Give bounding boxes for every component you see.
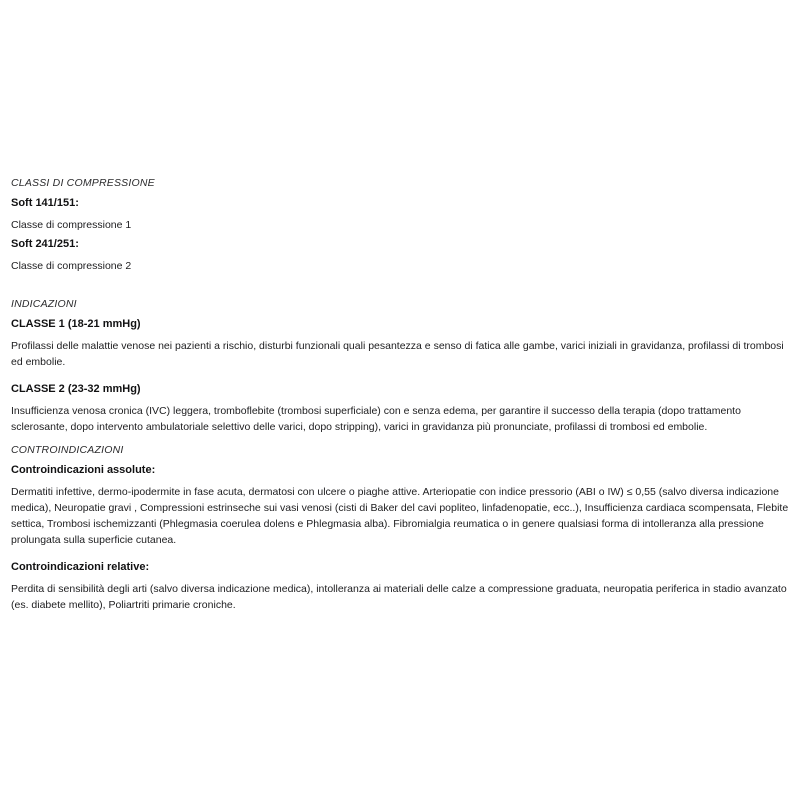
section-heading: CONTROINDICAZIONI — [11, 444, 124, 456]
contraindication-item — [11, 561, 789, 613]
item-text: Perdita di sensibilità degli arti (salvo diversa indicazione medica), intolleranza ai materiali delle calze a compressione graduata, neuropatia periferica in stadio avanzato (es. diabete mellito), Poliartriti primarie croniche. — [11, 583, 787, 611]
compression-class-item — [11, 238, 789, 274]
item-text: Insufficienza venosa cronica (IVC) leggera, tromboflebite (trombosi superficiale) con e senza edema, per garantire il successo della terapia (dopo trattamento sclerosante, dopo intervento ambulatoriale selettivo delle varici, dopo stripping), varici in gravidanza più pronunciate, profilassi di trombosi ed embolie. — [11, 405, 741, 433]
item-label: Soft 241/251: — [11, 238, 79, 250]
section-classi-di-compressione — [11, 177, 789, 274]
section-indicazioni — [11, 298, 789, 435]
item-label: Controindicazioni assolute: — [11, 464, 156, 476]
section-controindicazioni — [11, 444, 789, 613]
item-text: Dermatiti infettive, dermo-ipodermite in fase acuta, dermatosi con ulcere o piaghe attive. Arteriopatie con indice pressorio (ABI o IW) ≤ 0,55 (salvo diversa indicazione medica), Neuropatie gravi , Compressioni estrinseche sui vasi venosi (cisti di Baker del cavi popliteo, linfadenopatie, ecc..), Insufficienza cardiaca scompensata, Flebite settica, Trombosi ischemizzanti (Phlegmasia coerulea dolens e Phlegmasia alba). Fibromialgia reumatica o in genere qualsiasi forma di intolleranza alla pressione prolungata sulla superficie cutanea. — [11, 486, 789, 546]
item-label: CLASSE 2 (23-32 mmHg) — [11, 383, 141, 395]
section-heading: CLASSI DI COMPRESSIONE — [11, 177, 155, 189]
section-heading: INDICAZIONI — [11, 298, 77, 310]
item-text: Classe di compressione 1 — [11, 219, 132, 231]
item-label: CLASSE 1 (18-21 mmHg) — [11, 318, 141, 330]
contraindication-item — [11, 464, 789, 548]
item-label: Controindicazioni relative: — [11, 561, 150, 573]
item-text: Profilassi delle malattie venose nei pazienti a rischio, disturbi funzionali quali pesantezza e senso di fatica alle gambe, varici iniziali in gravidanza, profilassi di trombosi ed embolie. — [11, 340, 784, 368]
indication-item — [11, 318, 789, 370]
compression-class-item — [11, 197, 789, 233]
item-label: Soft 141/151: — [11, 197, 79, 209]
indication-item — [11, 383, 789, 435]
item-text: Classe di compressione 2 — [11, 260, 132, 272]
